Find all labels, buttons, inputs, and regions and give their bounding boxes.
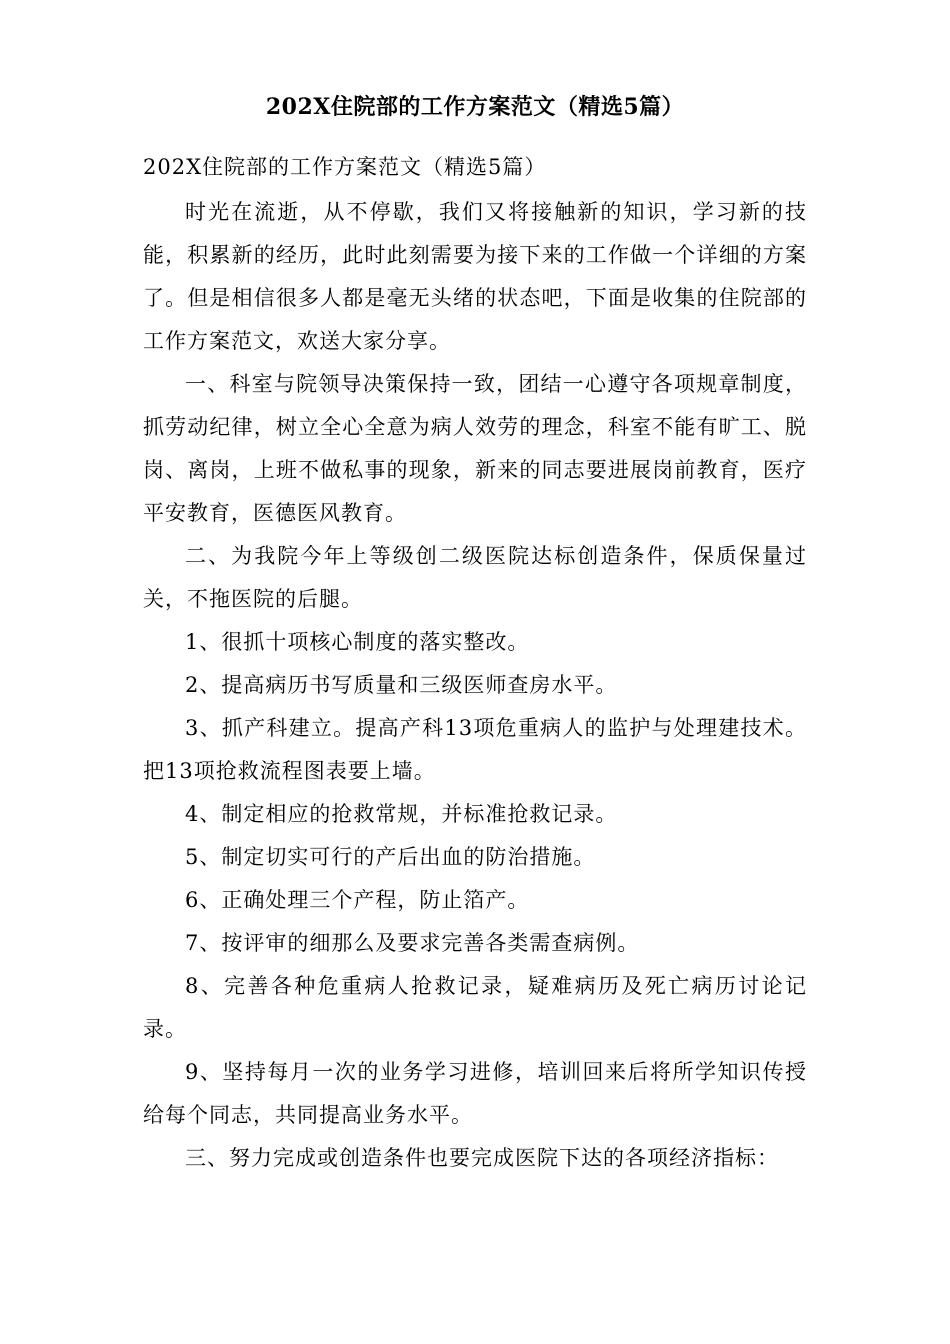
- list-item: 3、抓产科建立。提高产科13项危重病人的监护与处理建技术。把13项抢救流程图表要上墙。: [143, 716, 807, 783]
- list-item: 6、正确处理三个产程，防止箔产。: [185, 888, 530, 912]
- list-item: 8、完善各种危重病人抢救记录，疑难病历及死亡病历讨论记录。: [143, 974, 807, 1041]
- paragraph-section-3: 三、努力完成或创造条件也要完成医院下达的各项经济指标：: [185, 1146, 779, 1170]
- paragraph-intro: 时光在流逝，从不停歇，我们又将接触新的知识，学习新的技能，积累新的经历，此时此刻需要为接下来的工作做一个详细的方案了。但是相信很多人都是毫无头绪的状态吧，下面是收集的住院部的工作方案范文，欢送大家分享。: [143, 200, 807, 353]
- document-subtitle: 202X住院部的工作方案范文（精选5篇）: [143, 155, 547, 179]
- list-item: 9、坚持每月一次的业务学习进修，培训回来后将所学知识传授给每个同志，共同提高业务水平。: [143, 1060, 807, 1127]
- document-title: 202X住院部的工作方案范文（精选5篇）: [265, 94, 685, 120]
- list-item: 2、提高病历书写质量和三级医师查房水平。: [185, 673, 618, 697]
- list-item: 7、按评审的细那么及要求完善各类需查病例。: [185, 931, 640, 955]
- list-item: 5、制定切实可行的产后出血的防治措施。: [185, 845, 596, 869]
- paragraph-section-1: 一、科室与院领导决策保持一致，团结一心遵守各项规章制度，抓劳动纪律，树立全心全意为病人效劳的理念，科室不能有旷工、脱岗、离岗，上班不做私事的现象，新来的同志要进展岗前教育，医疗平安教育，医德医风教育。: [143, 372, 807, 525]
- paragraph-section-2: 二、为我院今年上等级创二级医院达标创造条件，保质保量过关，不拖医院的后腿。: [143, 544, 807, 611]
- document-body: [143, 146, 807, 1180]
- list-item: 1、很抓十项核心制度的落实整改。: [185, 630, 530, 654]
- list-item: 4、制定相应的抢救常规，并标准抢救记录。: [185, 802, 618, 826]
